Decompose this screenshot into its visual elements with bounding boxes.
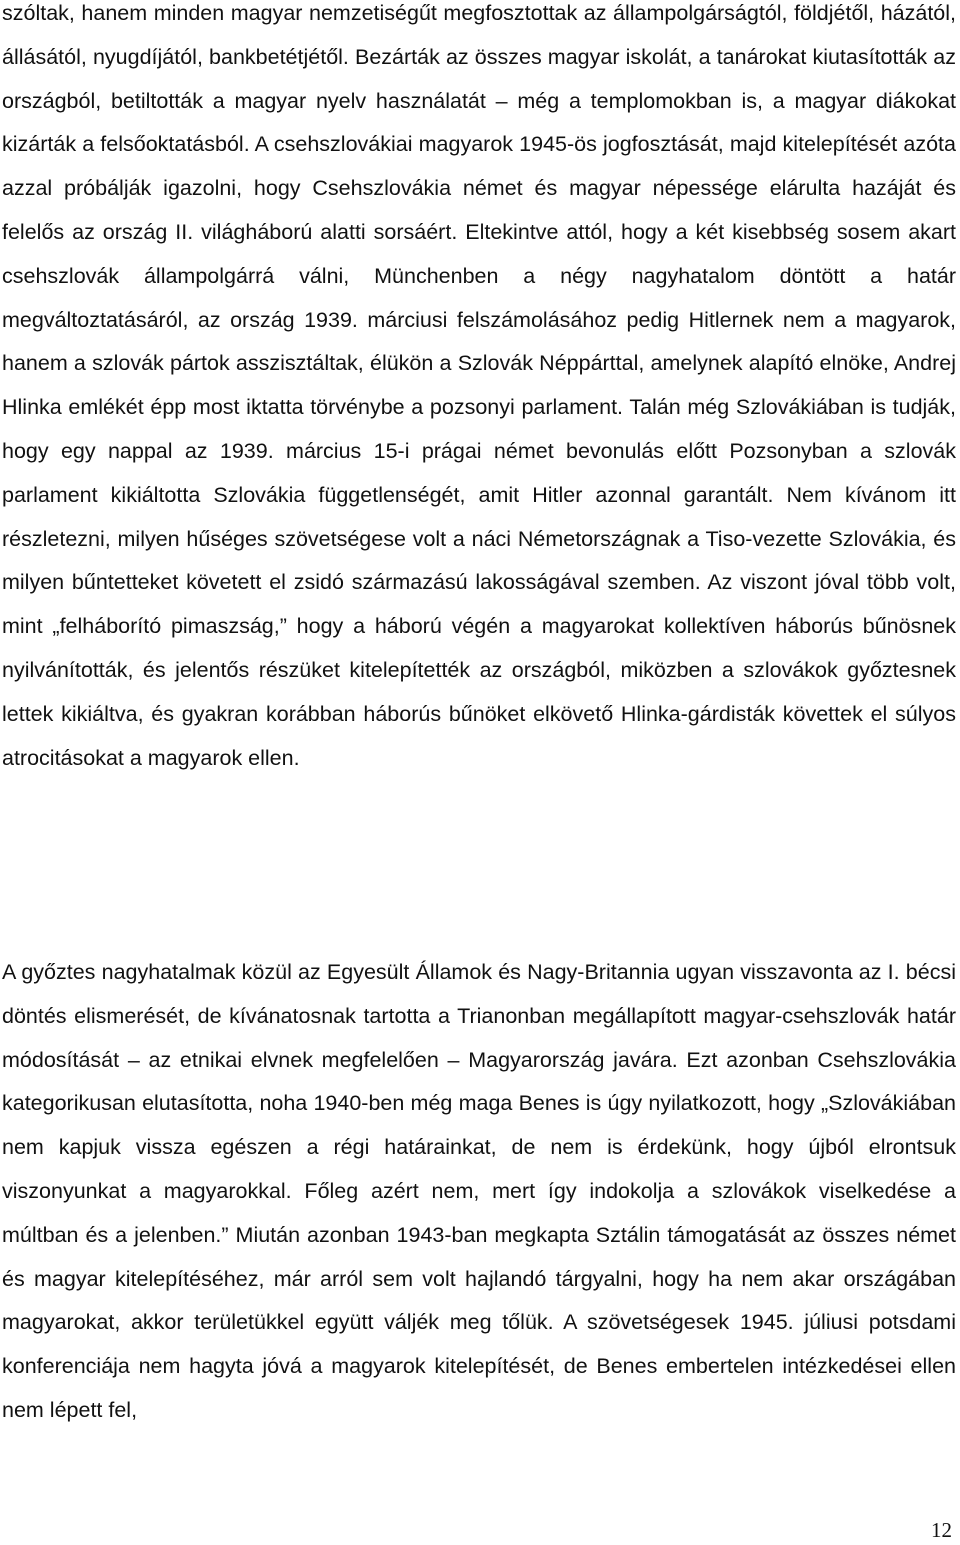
- page-number: 12: [931, 1518, 952, 1542]
- paragraph-1: szóltak, hanem minden magyar nemzetiségűt megfosztottak az állampolgárságtól, földjétől, házától, állásától, nyugdíjától, bankbetétjétől. Bezárták az összes magyar iskolát, a tanárokat kiutasították az országból, betiltották a magyar nyelv használatát – még a templomokban is, a magyar diákokat kizárták a felsőoktatásból. A csehszlovákiai magyarok 1945-ös jogfosztását, majd kitelepítését azóta azzal próbálják igazolni, hogy Csehszlovákia német és magyar népessége elárulta hazáját és felelős az ország II. világháború alatti sorsáért. Eltekintve attól, hogy a két kisebbség sosem akart csehszlovák állampolgárrá válni, Münchenben a négy nagyhatalom döntött a határ megváltoztatásáról, az ország 1939. márciusi felszámolásához pedig Hitlernek nem a magyarok, hanem a szlovák pártok asszisztáltak, élükön a Szlovák Néppárttal, amelynek alapító elnöke, Andrej Hlinka emlékét épp most iktatta törvénybe a pozsonyi parlament. Talán még Szlovákiában is tudják, hogy egy nappal az 1939. március 15-i prágai német bevonulás előtt Pozsonyban a szlovák parlament kikiáltotta Szlovákia függetlenségét, amit Hitler azonnal garantált. Nem kívánom itt részletezni, milyen hűséges szövetségese volt a náci Németországnak a Tiso-vezette Szlovákia, és milyen bűntetteket követett el zsidó származású lakosságával szemben. Az viszont jóval több volt, mint „felháborító pimaszság,” hogy a háború végén a magyarokat kollektíven háborús bűnösnek nyilvánították, és jelentős részüket kitelepítették az országból, miközben a szlovákok győztesnek lettek kikiáltva, és gyakran korábban háborús bűnöket elkövető Hlinka-gárdisták követtek el súlyos atrocitásokat a magyarok ellen.: [2, 1, 956, 770]
- paragraph-2: A győztes nagyhatalmak közül az Egyesült Államok és Nagy-Britannia ugyan visszavonta az I. bécsi döntés elismerését, de kívánatosnak tartotta a Trianonban megállapított magyar-csehszlovák határ módosítását – az etnikai elvnek megfelelően – Magyarország javára. Ezt azonban Csehszlovákia kategorikusan elutasította, noha 1940-ben még maga Benes is úgy nyilatkozott, hogy „Szlovákiában nem kapjuk vissza egészen a régi határainkat, de nem is érdekünk, hogy újból elrontsuk viszonyunkat a magyarokkal. Főleg azért nem, mert így indokolja a szlovákok viselkedése a múltban és a jelenben.” Miután azonban 1943-ban megkapta Sztálin támogatását az összes német és magyar kitelepítéséhez, már arról sem volt hajlandó tárgyalni, hogy ha nem akar országában magyarokat, akkor területükkel együtt váljék meg tőlük. A szövetségesek 1945. júliusi potsdami konferenciája nem hagyta jóvá a magyarok kitelepítését, de Benes embertelen intézkedései ellen nem lépett fel,: [2, 960, 956, 1422]
